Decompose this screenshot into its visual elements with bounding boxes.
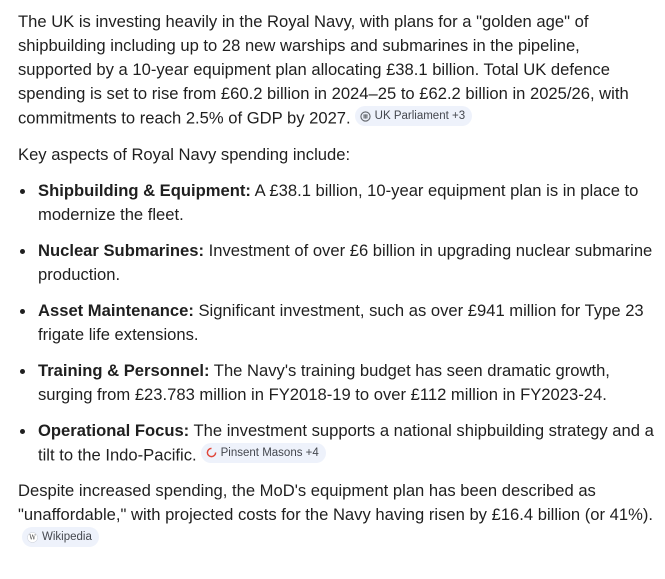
list-item-title: Nuclear Submarines: [38,240,204,260]
source-chip-label: Wikipedia [42,531,92,543]
source-chip-wikipedia[interactable] [22,527,99,547]
parliament-portcullis-icon [360,111,371,122]
aspects-list [18,179,654,468]
list-item-text: A £38.1 billion, 10-year equipment plan is in place to modernize the fleet. [38,180,639,224]
list-item-title: Asset Maintenance: [38,300,194,320]
intro-paragraph [18,10,654,131]
list-item [18,179,654,227]
list-item [18,239,654,287]
list-item-text: Investment of over £6 billion in upgrading nuclear submarine production. [38,240,653,284]
conclusion-paragraph [18,479,654,552]
source-chip-pinsent-masons[interactable] [201,443,326,463]
list-item-title: Shipbuilding & Equipment: [38,180,251,200]
list-item-title: Training & Personnel: [38,360,210,380]
aspects-heading: Key aspects of Royal Navy spending include: [18,144,351,164]
source-chip-label: Pinsent Masons +4 [220,446,319,459]
svg-text:W: W [29,533,36,542]
pinsent-masons-logo-icon [206,447,217,458]
list-item-text: The investment supports a national shipbuilding strategy and a tilt to the Indo-Pacific. [38,420,654,464]
source-chip-uk-parliament[interactable] [355,106,472,126]
list-item-title: Operational Focus: [38,420,190,440]
list-item [18,299,654,347]
conclusion-text: Despite increased spending, the MoD's equipment plan has been described as "unaffordable," with projected costs for the Navy having risen by £16.4 billion (or 41%). [18,481,654,524]
source-chip-label: UK Parliament +3 [374,110,466,122]
wikipedia-w-icon [27,532,38,543]
list-item [18,419,654,468]
intro-text: The UK is investing heavily in the Royal Navy, with plans for a "golden age" of shipbuilding including up to 28 new warships and submarines in the pipeline, supported by a 10-year equipment plan allocating £38.1 billion. Total UK defence spending is set to rise from £60.2 billion in 2024–25 to £62.2 billion in 2025/26, with commitments to reach 2.5% of GDP by 2027. [18,12,629,128]
list-item-text: The Navy's training budget has seen dramatic growth, surging from £23.783 million in FY2018-19 to over £112 million in FY2023-24. [38,360,610,404]
list-item [18,359,654,407]
list-item-text: Significant investment, such as over £941 million for Type 23 frigate life extensions. [38,300,644,344]
response-body [18,10,654,552]
